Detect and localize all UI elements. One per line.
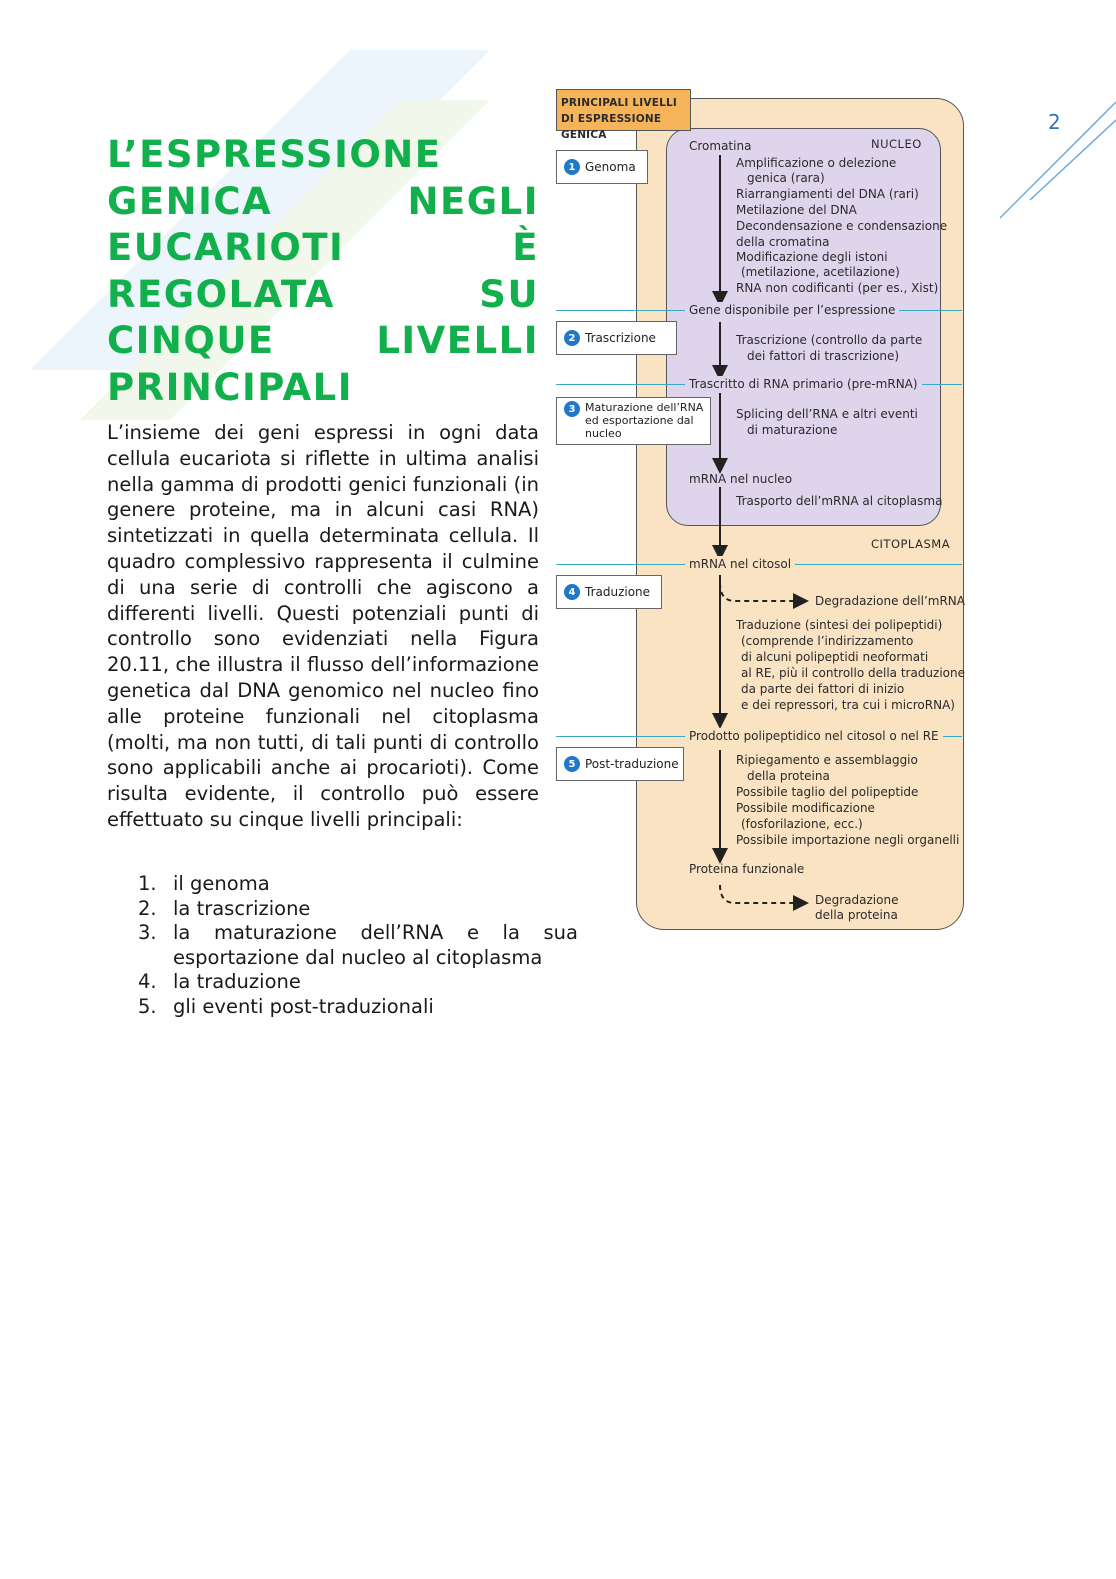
- list-item: 4. la traduzione: [138, 970, 301, 993]
- process-text: della proteina: [747, 769, 830, 783]
- process-text: Possibile modificazione: [736, 801, 875, 815]
- stage-primary-transcript: Trascritto di RNA primario (pre-mRNA): [685, 376, 922, 392]
- process-text: di alcuni polipeptidi neoformati: [741, 650, 929, 664]
- process-text: Decondensazione e condensazione: [736, 219, 948, 233]
- process-text: Trascrizione (controllo da parte: [736, 333, 923, 347]
- nucleus-label: NUCLEO: [871, 137, 922, 151]
- title-line: CINQUE LIVELLI: [107, 319, 539, 362]
- level-box-traduzione: 4 Traduzione: [556, 575, 662, 609]
- title-line: GENICA NEGLI: [107, 179, 539, 223]
- process-text: Ripiegamento e assemblaggio: [736, 753, 918, 767]
- title-line: L’ESPRESSIONE: [107, 133, 442, 176]
- list-item: 3. la maturazione dell’RNA e la sua esportazione dal nucleo al citoplasma: [138, 921, 578, 969]
- process-text: dei fattori di trascrizione): [747, 349, 900, 363]
- process-text: e dei repressori, tra cui i microRNA): [741, 698, 955, 712]
- title-line: EUCARIOTI È: [107, 226, 539, 269]
- body-paragraph: L’insieme dei geni espressi in ogni data cellula eucariota si riflette in ultima analisi nella gamma di prodotti genici funzionali (in genere proteine, ma in alcuni casi RNA) sintetizzati in quella determinata cellula. Il quadro complessivo rappresenta il culmine di una serie di controlli che agiscono a differenti livelli. Questi potenziali punti di controllo sono evidenziati nella Figura 20.11, che illustra il flusso dell’informazione genetica dal DNA genomico nel nucleo fino alle proteine funzionali nel citoplasma (molti, ma non tutti, di tali punti di controllo sono applicabili anche ai procarioti). Come risulta evidente, il controllo può essere effettuato su cinque livelli principali:: [107, 421, 539, 831]
- process-text: (metilazione, acetilazione): [741, 265, 900, 279]
- level-box-trascrizione: 2 Trascrizione: [556, 321, 677, 355]
- list-item: 5. gli eventi post-traduzionali: [138, 994, 434, 1018]
- process-text: Metilazione del DNA: [736, 203, 857, 217]
- process-text: (comprende l’indirizzamento: [741, 634, 914, 648]
- process-text: della proteina: [815, 908, 898, 922]
- cytoplasm-label: CITOPLASMA: [871, 537, 951, 551]
- process-text: genica (rara): [747, 171, 825, 185]
- degradation-arrow: [720, 583, 805, 601]
- gene-expression-figure: [550, 85, 970, 935]
- process-text: Possibile taglio del polipeptide: [736, 785, 919, 799]
- title-line: REGOLATA SU: [107, 272, 539, 316]
- process-text: della cromatina: [736, 235, 830, 249]
- level-box-post-traduzione: 5 Post-traduzione: [556, 747, 684, 781]
- process-text: (fosforilazione, ecc.): [741, 817, 863, 831]
- process-text: Degradazione dell’mRNA: [815, 594, 965, 608]
- process-text: RNA non codificanti (per es., Xist): [736, 281, 939, 295]
- title-line: PRINCIPALI: [107, 365, 353, 409]
- process-text: Riarrangiamenti del DNA (rari): [736, 187, 919, 201]
- process-text: Traduzione (sintesi dei polipeptidi): [736, 618, 943, 632]
- stage-mrna-nucleus: mRNA nel nucleo: [689, 472, 793, 486]
- figure-title: PRINCIPALI LIVELLI DI ESPRESSIONE GENICA: [556, 89, 691, 131]
- process-text: Trasporto dell’mRNA al citoplasma: [736, 494, 943, 508]
- levels-list: [138, 872, 578, 1019]
- process-text: di maturazione: [747, 423, 838, 437]
- page-number: 2: [1048, 110, 1061, 134]
- process-text: Possibile importazione negli organelli: [736, 833, 960, 847]
- list-item: 1. il genoma: [138, 872, 270, 895]
- process-text: Amplificazione o delezione: [736, 156, 897, 170]
- process-text: Modificazione degli istoni: [736, 250, 888, 264]
- process-text: Degradazione: [815, 893, 899, 907]
- stage-gene-available: Gene disponibile per l’espressione: [685, 302, 899, 318]
- process-text: Splicing dell’RNA e altri eventi: [736, 407, 918, 421]
- page-title: [107, 132, 539, 411]
- list-item: 2. la trascrizione: [138, 896, 311, 920]
- level-box-genoma: 1 Genoma: [556, 150, 648, 184]
- stage-functional-protein: Proteina funzionale: [689, 862, 805, 876]
- process-text: al RE, più il controllo della traduzione: [741, 666, 966, 680]
- degradation-arrow: [720, 885, 805, 903]
- stage-mrna-cytosol: mRNA nel citosol: [685, 556, 795, 572]
- process-text: da parte dei fattori di inizio: [741, 682, 905, 696]
- stage-polypeptide: Prodotto polipeptidico nel citosol o nel RE: [685, 728, 943, 744]
- stage-chromatin: Cromatina: [689, 139, 752, 153]
- level-box-maturazione: 3 Maturazione dell’RNA ed esportazione dal nucleo: [556, 397, 711, 445]
